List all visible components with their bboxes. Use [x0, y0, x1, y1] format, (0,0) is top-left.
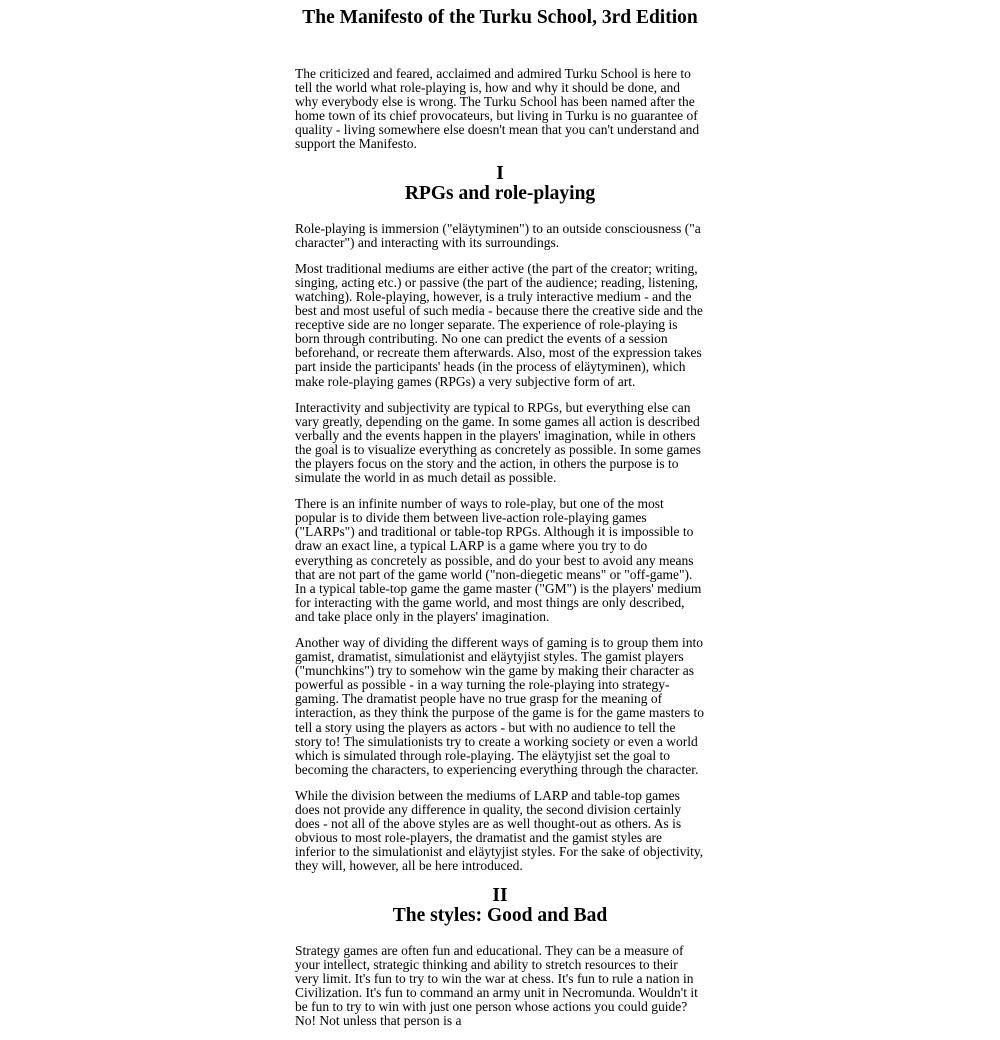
- body-paragraph: Interactivity and subjectivity are typical to RPGs, but everything else can vary greatly, depending on the game. In some games all action is described verbally and the events happen in the players' imagination, while in others the goal is to visualize everything as concretely as possible. In some games the players focus on the story and the action, in others the purpose is to simulate the world in as much detail as possible.: [295, 399, 702, 486]
- intro-paragraph: The criticized and feared, acclaimed and admired Turku School is here to tell the world what role-playing is, how and why it should be done, and why everybody else is wrong. The Turku School has been named after the home town of its chief provocateurs, but living in Turku is no guarantee of quality - living somewhere else doesn't mean that you can't understand and support the Manifesto.: [295, 66, 700, 152]
- body-paragraph: Role-playing is immersion ("eläytyminen") to an outside consciousness ("a character") and interacting with its surroundings.: [295, 220, 701, 250]
- section-numeral: II: [492, 884, 508, 906]
- page-title: The Manifesto of the Turku School, 3rd Edition: [302, 7, 698, 28]
- section-numeral: I: [496, 162, 504, 184]
- body-paragraph: Another way of dividing the different ways of gaming is to group them into gamist, dramatist, simulationist and eläytyjist styles. The gamist players ("munchkins") try to somehow win the game by making their character as powerful as possible - in a way turning the role-playing into strategy-gaming. The dramatist people have no true grasp for the meaning of interaction, as they think the purpose of the game is for the game masters to tell a story using the players as actors - but with no audience to tell the story to! The simulationists try to create a working society or even a world which is simulated through role-playing. The eläytyjist set the goal to becoming the characters, to experiencing everything through the character.: [295, 635, 705, 777]
- manifesto-page: [295, 0, 705, 1040]
- body-paragraph: Strategy games are often fun and educational. They can be a measure of your intellect, strategic thinking and ability to stretch resources to their very limit. It's fun to try to win the war at chess. It's fun to rule a nation in Civilization. It's fun to command an army unit in Necromunda. Wouldn't it be fun to try to win with just one person whose actions you could guide? No! Not unless that person is a: [295, 942, 698, 1028]
- body-paragraph: Most traditional mediums are either active (the part of the creator; writing, singing, acting etc.) or passive (the part of the audience; reading, listening, watching). Role-playing, however, is a truly interactive medium - and the best and most useful of such media - because there the creative side and the receptive side are no longer separate. The experience of role-playing is born through contributing. No one can predict the events of a session beforehand, or recreate them afterwards. Also, most of the expression takes part inside the participants' heads (in the process of eläytyminen), which make role-playing games (RPGs) a very subjective form of art.: [295, 260, 703, 389]
- section-heading-1: [295, 164, 705, 205]
- section-title: The styles: Good and Bad: [392, 905, 608, 926]
- section-heading-2: [295, 886, 705, 927]
- body-paragraph: While the division between the mediums of LARP and table-top games does not provide any difference in quality, the second division certainly does - not all of the above styles are as well thought-out as others. As is obvious to most role-players, the dramatist and the gamist styles are inferior to the simulationist and eläytyjist styles. For the sake of objectivity, they will, however, all be here introduced.: [295, 787, 704, 874]
- body-paragraph: There is an infinite number of ways to role-play, but one of the most popular is to divide them between live-action role-playing games ("LARPs") and traditional or table-top RPGs. Although it is impossible to draw an exact line, a typical LARP is a game where you try to do everything as concretely as possible, and do your best to avoid any means that are not part of the game world ("non-diegetic means" or "off-game"). In a typical table-top game the game master ("GM") is the players' medium for interacting with the game world, and most things are only described, and take place only in the players' imagination.: [295, 496, 702, 624]
- section-title: RPGs and role-playing: [404, 183, 596, 205]
